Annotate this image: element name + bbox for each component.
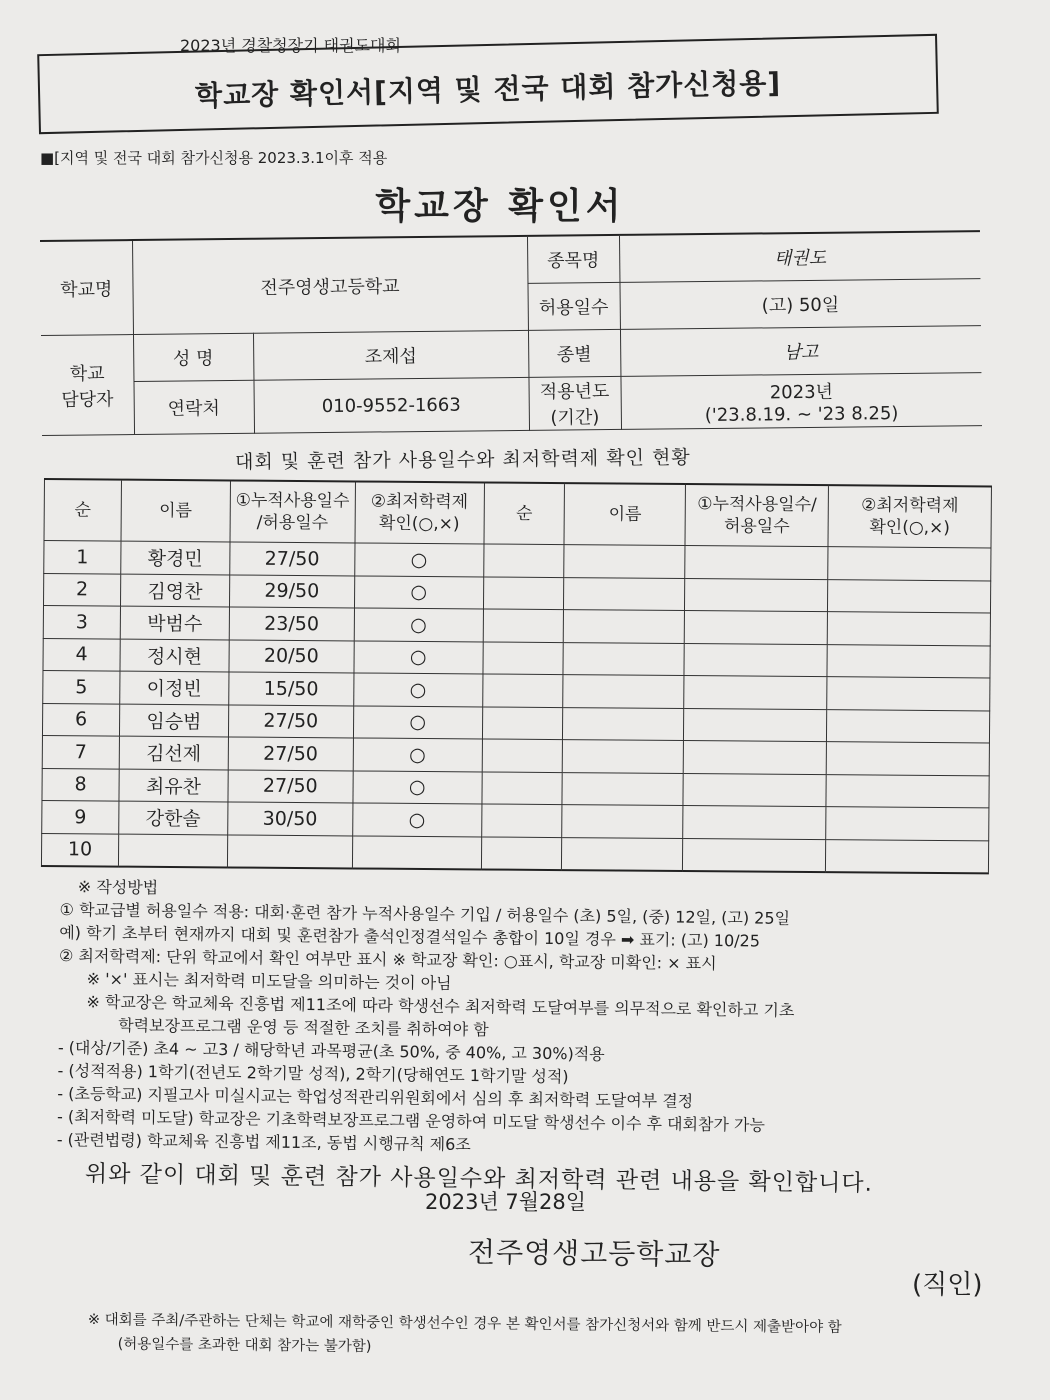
row-name: 김선제 (119, 736, 228, 769)
manager-label (41, 335, 134, 436)
header-check (355, 481, 484, 544)
empty-cell (685, 611, 828, 645)
row-check: ○ (354, 543, 483, 577)
sub-note: ■[지역 및 전국 대회 참가신청용 2023.3.1이후 적용 (40, 149, 388, 167)
empty-cell (482, 771, 563, 804)
row-check (352, 835, 481, 869)
empty-cell (482, 674, 563, 707)
year-label (528, 376, 621, 430)
header-no: 순 (44, 479, 121, 541)
year-label-line1: 적용년도 (539, 381, 610, 403)
note-line: ① 학교급별 허용일수 적용: 대회·훈련 참가 누적사용일수 기입 / 허용일수 (초) 5일, (중) 12일, (고) 25일 (59, 899, 791, 928)
empty-cell (564, 545, 685, 578)
row-no: 5 (43, 670, 120, 703)
empty-cell (563, 642, 684, 675)
header-days-line1: ①누적사용일수 (235, 490, 350, 512)
row-days: 20/50 (229, 639, 354, 672)
note-line: 학력보장프로그램 운영 등 적절한 조치를 취하여야 함 (118, 1015, 489, 1040)
row-no: 3 (43, 606, 120, 639)
school-label: 학교명 (40, 240, 133, 335)
row-name (118, 834, 227, 868)
row-name: 최유찬 (119, 769, 228, 802)
row-days: 27/50 (230, 542, 355, 575)
header-check-right-line1: ②최저학력제 (861, 495, 959, 517)
row-name: 임승범 (119, 704, 228, 737)
header-days (230, 480, 355, 542)
note-line: - (관련법령) 학교체육 진흥법 제11조, 동법 시행규칙 제6조 (56, 1129, 471, 1155)
row-check: ○ (352, 803, 481, 837)
empty-cell (483, 609, 564, 642)
empty-cell (564, 610, 685, 643)
row-check: ○ (354, 608, 483, 642)
row-days: 27/50 (228, 769, 353, 802)
empty-cell (826, 807, 989, 841)
row-days (227, 834, 352, 868)
document-title: 학교장 확인서 (375, 186, 625, 227)
row-check: ○ (353, 770, 482, 804)
empty-cell (482, 706, 563, 739)
empty-cell (826, 774, 989, 808)
manager-label-line2: 담당자 (61, 388, 114, 411)
empty-cell (827, 709, 990, 743)
row-no: 9 (42, 800, 119, 833)
name-label: 성 명 (133, 333, 253, 381)
empty-cell (563, 675, 684, 708)
year-label-line2: (기간) (550, 407, 600, 429)
empty-cell (483, 641, 564, 674)
category-label: 종별 (528, 329, 620, 377)
row-no: 8 (42, 768, 119, 801)
allowed-days-value: (고) 50일 (619, 279, 980, 330)
row-days: 15/50 (229, 672, 354, 705)
header-no-right: 순 (484, 482, 565, 544)
empty-cell (482, 739, 563, 772)
header-check-right (828, 485, 991, 548)
empty-cell (683, 806, 826, 840)
empty-cell (827, 677, 990, 711)
row-check: ○ (353, 673, 482, 707)
note-line: ※ '×' 표시는 최저학력 미도달을 의미하는 것이 아님 (86, 969, 452, 993)
empty-cell (481, 804, 562, 837)
manager-label-line1: 학교 (69, 362, 105, 385)
official-seal: (직인) (912, 1270, 983, 1300)
note-line: - (성적적용) 1학기(전년도 2학기말 성적), 2학기(당해연도 1학기말 성적) (57, 1060, 569, 1087)
row-check: ○ (353, 705, 482, 739)
row-days: 23/50 (229, 607, 354, 640)
year-value-line1: 2023년 (769, 381, 834, 403)
sport-value: 태권도 (619, 231, 980, 282)
empty-cell (684, 708, 827, 742)
name-value: 조제섭 (253, 330, 528, 380)
header-check-line1: ②최저학력제 (370, 491, 469, 513)
header-name-right: 이름 (564, 483, 685, 545)
year-value-line2: ('23.8.19. ~ '23 8.25) (704, 402, 899, 426)
empty-cell (685, 546, 828, 580)
footer-line: ※ 대회를 주최/주관하는 단체는 학교에 재학중인 학생선수인 경우 본 확인서를 참가신청서와 함께 반드시 제출받아야 함 (87, 1311, 842, 1336)
footer-note (87, 1308, 841, 1364)
empty-cell (683, 741, 826, 775)
header-days-right (685, 484, 828, 547)
header-check-line2: 확인(○,×) (378, 513, 460, 535)
row-days: 30/50 (227, 802, 352, 835)
empty-cell (828, 579, 991, 613)
row-days: 29/50 (229, 574, 354, 607)
empty-cell (826, 742, 989, 776)
row-no: 6 (42, 703, 119, 736)
contact-value: 010-9552-1663 (253, 377, 529, 433)
note-line: ※ 작성방법 (77, 877, 159, 898)
empty-cell (481, 836, 562, 870)
note-line: ※ 학교장은 학교체육 진흥법 제11조에 따라 학생선수 최저학력 도달여부를 의무적으로 확인하고 기초 (86, 992, 795, 1020)
row-name: 정시현 (120, 639, 229, 672)
header-days-right-line2: 허용일수 (723, 516, 790, 537)
row-name: 김영찬 (120, 574, 229, 607)
footer-line: (허용일수를 초과한 대회 참가는 불가함) (117, 1336, 372, 1355)
confirmation-statement: 위와 같이 대회 및 훈련 참가 사용일수와 최저학력 관련 내용을 확인합니다. (84, 1161, 874, 1197)
info-table (40, 230, 982, 436)
event-line: 2023년 경찰청장기 태권도대회 (180, 36, 401, 55)
row-check: ○ (354, 575, 483, 609)
empty-cell (826, 839, 989, 873)
row-check: ○ (354, 640, 483, 674)
title-box (37, 34, 939, 134)
row-check: ○ (353, 738, 482, 772)
empty-cell (562, 837, 683, 871)
empty-cell (685, 578, 828, 612)
header-days-right-line1: ①누적사용일수/ (697, 494, 817, 515)
empty-cell (562, 772, 683, 805)
principal-signature: 전주영생고등학교장 (467, 1235, 721, 1272)
row-days: 27/50 (228, 737, 353, 770)
header-name: 이름 (121, 480, 230, 542)
issue-date: 2023년 7월28일 (425, 1190, 587, 1214)
note-line: - (대상/기준) 초4 ~ 고3 / 해당학년 과목평균(초 50%, 중 40%, 고 30%)적용 (57, 1037, 605, 1064)
contact-label: 연락처 (133, 380, 254, 434)
row-no: 1 (44, 541, 121, 574)
empty-cell (684, 643, 827, 677)
note-line: - (초등학교) 지필고사 미실시교는 학업성적관리위원회에서 심의 후 최저학력 도달여부 결정 (57, 1083, 694, 1111)
empty-cell (564, 577, 685, 610)
school-name: 전주영생고등학교 (132, 236, 528, 335)
allowed-days-label: 허용일수 (527, 282, 619, 330)
participants-table (41, 478, 992, 874)
header-days-line2: /허용일수 (256, 512, 329, 534)
note-line: - (최저학력 미도달) 학교장은 기초학력보장프로그램 운영하여 미도달 학생선수 이수 후 대회참가 가능 (56, 1106, 766, 1135)
row-no: 10 (41, 833, 118, 867)
box-title: 학교장 확인서[지역 및 전국 대회 참가신청용] (194, 66, 782, 113)
header-check-right-line2: 확인(○,×) (869, 517, 951, 539)
empty-cell (483, 544, 564, 577)
status-title: 대회 및 훈련 참가 사용일수와 최저학력제 확인 현황 (234, 446, 691, 474)
row-name: 박범수 (120, 606, 229, 639)
row-name: 황경민 (121, 541, 230, 574)
table-row (41, 833, 988, 873)
empty-cell (827, 644, 990, 678)
note-line: ② 최저학력제: 단위 학교에서 확인 여부만 표시 ※ 학교장 확인: ○표시, 학교장 미확인: × 표시 (58, 945, 717, 974)
empty-cell (562, 805, 683, 838)
empty-cell (827, 612, 990, 646)
row-no: 4 (43, 638, 120, 671)
category-value: 남고 (620, 326, 981, 377)
writing-instructions (57, 875, 1000, 1162)
empty-cell (683, 773, 826, 807)
empty-cell (828, 547, 991, 581)
row-name: 강한솔 (119, 801, 228, 834)
empty-cell (483, 576, 564, 609)
row-no: 7 (42, 735, 119, 768)
row-days: 27/50 (228, 704, 353, 737)
empty-cell (684, 676, 827, 710)
year-value (620, 373, 982, 430)
sport-label: 종목명 (527, 235, 619, 283)
row-no: 2 (43, 573, 120, 606)
note-line: 예) 학기 초부터 현재까지 대회 및 훈련참가 출석인정결석일수 총합이 10일 경우 ➡ 표기: (고) 10/25 (59, 922, 761, 951)
empty-cell (563, 707, 684, 740)
empty-cell (683, 838, 826, 872)
empty-cell (563, 740, 684, 773)
row-name: 이정빈 (120, 671, 229, 704)
